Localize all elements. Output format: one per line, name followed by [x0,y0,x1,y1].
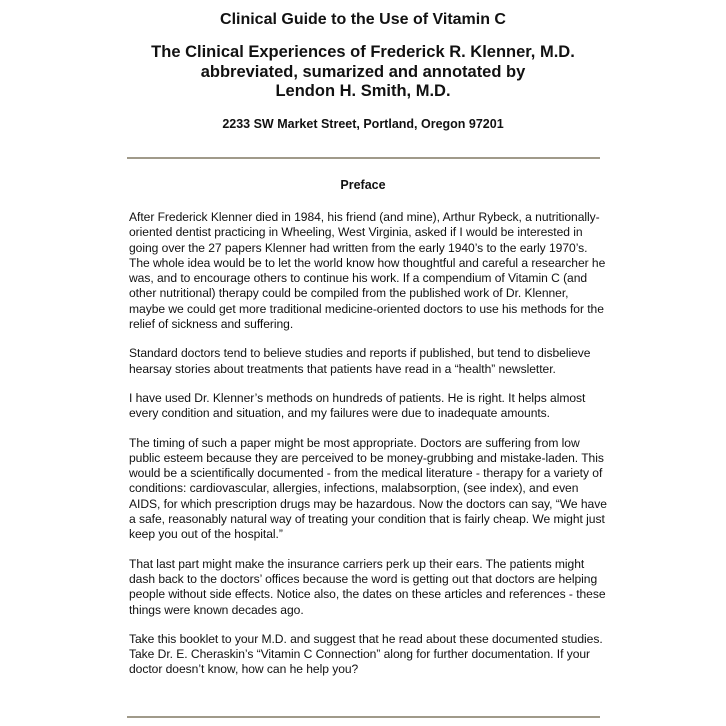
subtitle-line-2: abbreviated, sumarized and annotated by [200,62,526,81]
subtitle-line-1: The Clinical Experiences of Frederick R. Klenner, M.D. [151,43,575,61]
section-heading-preface: Preface [340,178,386,192]
document-subtitle [0,43,726,102]
paragraph: That last part might make the insurance carriers perk up their ears. The patients might dash back to the doctors’ offices because the word is getting out that doctors are helping people without side effects. Notice also, the dates on these articles and references - these things were known decades ago. [129,556,606,617]
preface-body [129,210,607,692]
paragraph: After Frederick Klenner died in 1984, his friend (and mine), Arthur Rybeck, a nutritionally-oriented dentist practicing in Wheeling, West Virginia, asked if I would be interested in going over the 27 papers Klenner had written from the early 1940’s to the early 1970’s. The whole idea would be to let the world know how thoughtful and careful a researcher he was, and to encourage others to continue his work. If a compendium of Vitamin C (and other nutritional) therapy could be compiled from the published work of Dr. Klenner, maybe we could get more traditional medicine-oriented doctors to use his methods for the relief of sickness and suffering. [129,210,606,332]
bottom-divider [127,716,600,718]
paragraph: I have used Dr. Klenner’s methods on hundreds of patients. He is right. It helps almost every condition and situation, and my failures were due to inadequate amounts. [129,390,586,421]
author-address: 2233 SW Market Street, Portland, Oregon 97201 [222,117,504,131]
top-divider [127,157,600,159]
paragraph: The timing of such a paper might be most appropriate. Doctors are suffering from low public esteem because they are perceived to be money-grubbing and mistake-laden. This would be a scientifically documented - from the medical literature - therapy for a variety of conditions: cardiovascular, allergies, infections, malabsorption, (see index), and even AIDS, for which prescription drugs may be hazardous. Now the doctors can say, “We have a safe, reasonably natural way of treating your condition that is fairly cheap. We might just keep you out of the hospital.” [129,435,607,542]
paragraph: Take this booklet to your M.D. and suggest that he read about these documented studies. Take Dr. E. Cheraskin’s “Vitamin C Connection” along for further documentation. If your doctor doesn’t know, how can he help you? [129,631,603,677]
subtitle-line-3: Lendon H. Smith, M.D. [275,82,451,100]
paragraph: Standard doctors tend to believe studies and reports if published, but tend to disbelieve hearsay stories about treatments that patients have read in a “health” newsletter. [129,346,591,376]
document-title: Clinical Guide to the Use of Vitamin C [220,11,506,28]
